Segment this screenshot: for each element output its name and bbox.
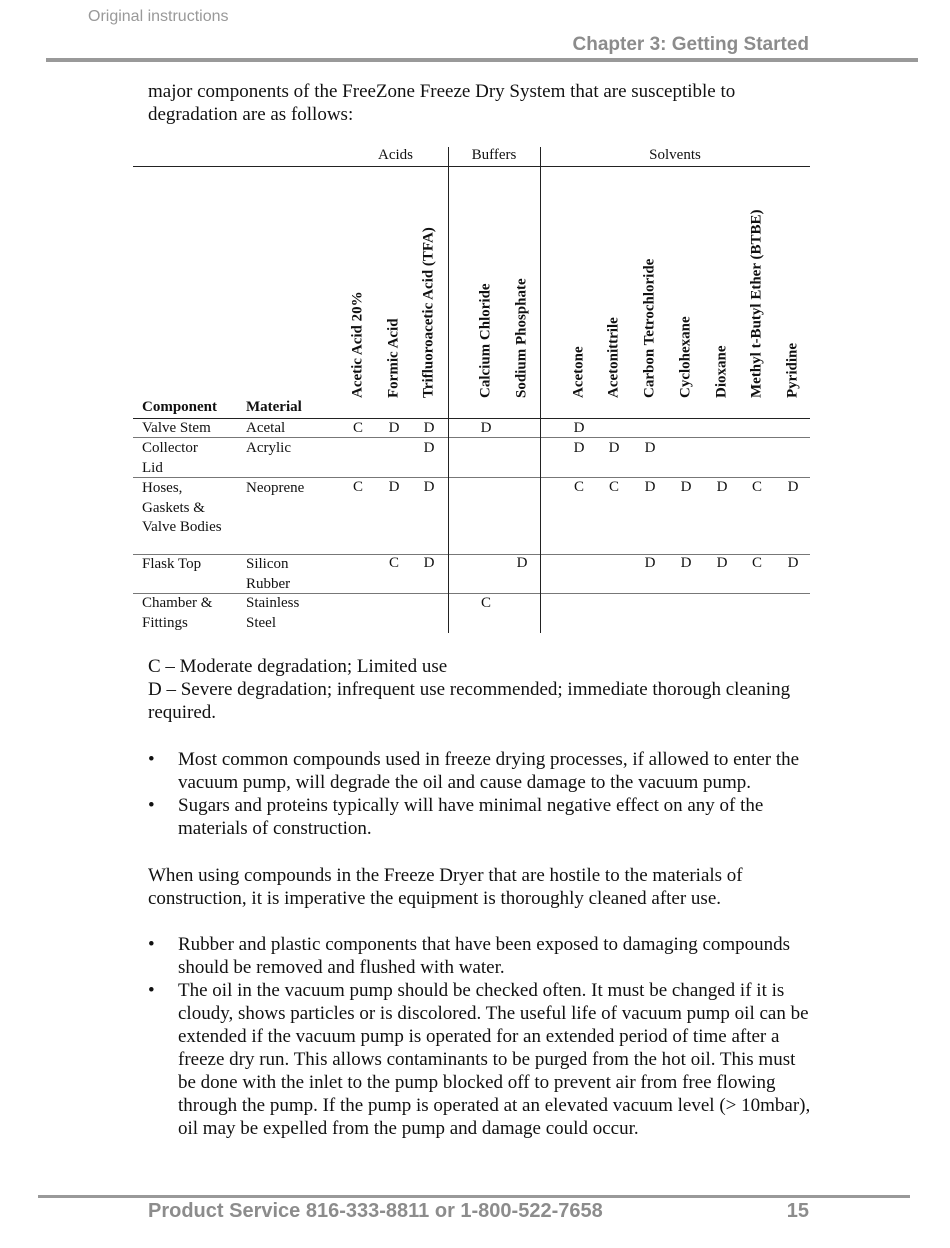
- material-cell: Silicon Rubber: [246, 556, 291, 592]
- legend-d: D – Severe degradation; infrequent use recommended; immediate thorough cleaning required.: [148, 679, 791, 723]
- header-rule: [46, 58, 918, 62]
- list-item: • Most common compounds used in freeze drying processes, if allowed to enter the vacuum pump, will degrade the oil and cause damage to the vacuum pump.: [148, 748, 818, 794]
- col-acetonitrile: Acetonittrile: [605, 317, 622, 398]
- rating-cell: D: [573, 440, 585, 456]
- col-acetone: Acetone: [570, 346, 587, 398]
- material-cell: Stainless Steel: [246, 595, 300, 631]
- rating-cell: C: [352, 420, 363, 436]
- rating-cell: D: [388, 420, 400, 436]
- rating-cell: C: [480, 595, 491, 611]
- col-formic-acid: Formic Acid: [385, 318, 402, 398]
- material-cell: Acrylic: [246, 440, 291, 456]
- rating-cell: D: [423, 440, 435, 456]
- rating-cell: D: [388, 479, 400, 495]
- rating-cell: D: [787, 555, 799, 571]
- col-cyclohexane: Cyclohexane: [677, 316, 694, 398]
- rating-cell: D: [644, 555, 656, 571]
- row-divider: [133, 477, 810, 478]
- legend: [148, 655, 818, 724]
- col-pyridine: Pyridine: [784, 343, 801, 398]
- chapter-heading: Chapter 3: Getting Started: [572, 34, 809, 55]
- rating-cell: D: [644, 479, 656, 495]
- component-cell: Valve Stem: [142, 420, 211, 436]
- group-separator: [540, 147, 541, 633]
- col-mtbe: Methyl t-Butyl Ether (BTBE): [748, 209, 765, 398]
- rating-cell: D: [644, 440, 656, 456]
- material-cell: Neoprene: [246, 480, 305, 496]
- header-top-rule: [133, 166, 810, 167]
- rating-cell: C: [751, 555, 762, 571]
- page-number: 15: [786, 1200, 809, 1222]
- compatibility-table: [133, 145, 810, 633]
- rating-cell: D: [716, 479, 728, 495]
- list-item: • The oil in the vacuum pump should be checked often. It must be changed if it is cloudy, shows particles or is discolored. The useful life of vacuum pump oil can be extended if the vacuum pump is operated for an extended period of time after a freeze dry run. This allows contaminants to be purged from the hot oil. This must be done with the inlet to the pump blocked off to prevent air from free flowing through the pump. If the pump is operated at an elevated vacuum level (> 10mbar), oil may be expelled from the pump and damage could occur.: [148, 979, 818, 1140]
- row-divider: [133, 593, 810, 594]
- rating-cell: C: [388, 555, 399, 571]
- rating-cell: C: [573, 479, 584, 495]
- rating-cell: C: [352, 479, 363, 495]
- rating-cell: D: [573, 420, 585, 436]
- group-acids: Acids: [378, 147, 413, 163]
- group-solvents: Solvents: [649, 147, 701, 163]
- col-carbon-tetrachloride: Carbon Tetrochloride: [641, 258, 658, 398]
- original-instructions-note: Original instructions: [88, 8, 229, 25]
- rating-cell: D: [716, 555, 728, 571]
- bullet-list: [148, 748, 818, 840]
- col-acetic-acid: Acetic Acid 20%: [349, 291, 366, 398]
- component-cell: Hoses, Gaskets & Valve Bodies: [142, 480, 222, 535]
- footer-rule: [38, 1195, 910, 1198]
- rating-cell: D: [423, 420, 435, 436]
- group-separator: [448, 147, 449, 633]
- component-cell: Flask Top: [142, 556, 202, 572]
- col-sodium-phosphate: Sodium Phosphate: [513, 278, 530, 398]
- component-cell: Chamber & Fittings: [142, 595, 213, 631]
- intro-text: major components of the FreeZone Freeze Dry System that are susceptible to degradation are as follows:: [148, 81, 736, 125]
- body-paragraph: When using compounds in the Freeze Dryer that are hostile to the materials of construction, it is imperative the equipment is thoroughly cleaned after use.: [148, 865, 743, 909]
- rating-cell: D: [423, 555, 435, 571]
- rating-cell: C: [751, 479, 762, 495]
- component-header: Component: [142, 399, 218, 415]
- rating-cell: D: [680, 555, 692, 571]
- material-cell: Acetal: [246, 420, 286, 436]
- material-header: Material: [246, 399, 302, 415]
- list-item: • Sugars and proteins typically will have minimal negative effect on any of the materials of construction.: [148, 794, 818, 840]
- footer-service: Product Service 816-333-8811 or 1-800-522-7658: [148, 1200, 603, 1222]
- col-dioxane: Dioxane: [713, 345, 730, 398]
- rating-cell: D: [480, 420, 492, 436]
- component-cell: Collector Lid: [142, 440, 198, 476]
- legend-c: C – Moderate degradation; Limited use: [148, 656, 448, 677]
- rating-cell: D: [680, 479, 692, 495]
- group-buffers: Buffers: [471, 147, 517, 163]
- bullet-list: [148, 933, 818, 1140]
- rating-cell: D: [423, 479, 435, 495]
- col-calcium-chloride: Calcium Chloride: [477, 283, 494, 398]
- list-item: • Rubber and plastic components that have been exposed to damaging compounds should be removed and flushed with water.: [148, 933, 818, 979]
- rating-cell: D: [787, 479, 799, 495]
- col-tfa: Trifluoroacetic Acid (TFA): [420, 227, 437, 398]
- rating-cell: D: [608, 440, 620, 456]
- rating-cell: C: [608, 479, 619, 495]
- rating-cell: D: [516, 555, 528, 571]
